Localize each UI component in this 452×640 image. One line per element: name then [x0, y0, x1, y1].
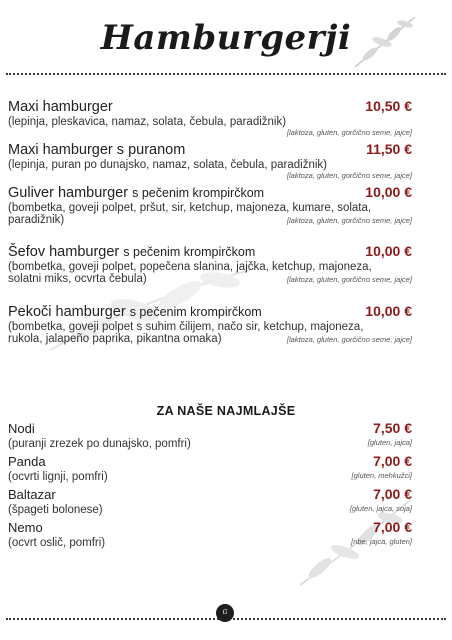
- item-side: s pečenim krompirčkom: [123, 245, 256, 259]
- item-name: Panda: [8, 454, 46, 469]
- item-side: s pečenim krompirčkom: [129, 305, 262, 319]
- item-price: 10,00 €: [365, 243, 412, 259]
- item-allergens: [laktoza, gluten, gorčično seme, jajce]: [286, 171, 412, 180]
- item-price: 7,00 €: [373, 519, 412, 535]
- item-description: (bombetka, goveji polpet, pršut, sir, ketchup, majoneza, kumare, solata, paradižnik): [8, 202, 372, 226]
- item-description: (ocvrt oslič, pomfri): [8, 537, 106, 549]
- item-description: (puranji zrezek po dunajsko, pomfri): [8, 438, 191, 450]
- kids-menu-item: [8, 453, 412, 483]
- guliver-logo-icon: G: [216, 604, 234, 622]
- item-description: (lepinja, puran po dunajsko, namaz, solata, čebula, paradižnik): [8, 159, 327, 171]
- item-description: (špageti bolonese): [8, 504, 103, 516]
- kids-menu-item: [8, 420, 412, 450]
- item-price: 10,50 €: [365, 98, 412, 114]
- kids-menu-item: [8, 486, 412, 516]
- item-allergens: [laktoza, gluten, gorčično seme, jajce]: [286, 128, 412, 137]
- menu-item: [8, 303, 412, 344]
- item-price: 11,50 €: [366, 141, 412, 157]
- menu-item: [8, 184, 412, 225]
- item-name: Baltazar: [8, 487, 56, 502]
- item-name: Guliver hamburger: [8, 185, 129, 201]
- item-price: 7,00 €: [373, 486, 412, 502]
- item-allergens: [gluten, jajca]: [367, 438, 412, 447]
- item-price: 10,00 €: [365, 303, 412, 319]
- item-price: 7,00 €: [373, 453, 412, 469]
- page-title: Hamburgerji: [100, 18, 352, 58]
- menu-item: [8, 141, 412, 180]
- item-allergens: [laktoza, gluten, gorčično seme, jajce]: [286, 216, 412, 225]
- item-allergens: [gluten, mehkužci]: [351, 471, 412, 480]
- item-description: (ocvrti lignji, pomfri): [8, 471, 108, 483]
- item-price: 7,50 €: [373, 420, 412, 436]
- item-allergens: [gluten, jajca, soja]: [349, 504, 412, 513]
- item-description: (bombetka, goveji polpet, popečena slanina, jajčka, ketchup, majoneza, solatni miks, ocvrta čebula): [8, 261, 372, 285]
- section-title: ZA NAŠE NAJMLAJŠE: [156, 404, 296, 418]
- item-allergens: [laktoza, gluten, gorčično seme, jajce]: [286, 275, 412, 284]
- item-name: Maxi hamburger: [8, 99, 113, 115]
- item-description: (bombetka, goveji polpet s suhim čilijem, načo sir, ketchup, majoneza, rukola, jalapeño paprika, pikantna omaka): [8, 321, 364, 345]
- item-description: (lepinja, pleskavica, namaz, solata, čebula, paradižnik): [8, 116, 287, 128]
- item-name: Nodi: [8, 421, 35, 436]
- item-allergens: [ribe, jajca, gluten]: [351, 537, 412, 546]
- item-name: Pekoči hamburger: [8, 304, 126, 320]
- menu-item: [8, 243, 412, 284]
- item-name: Nemo: [8, 520, 43, 535]
- item-name: Šefov hamburger: [8, 244, 120, 260]
- top-dotted-divider: [6, 73, 446, 75]
- item-name: Maxi hamburger s puranom: [8, 142, 186, 158]
- item-price: 10,00 €: [365, 184, 412, 200]
- kids-menu-item: [8, 519, 412, 549]
- menu-item: [8, 98, 412, 137]
- item-side: s pečenim krompirčkom: [132, 186, 265, 200]
- item-allergens: [laktoza, gluten, gorčično seme, jajce]: [286, 335, 412, 344]
